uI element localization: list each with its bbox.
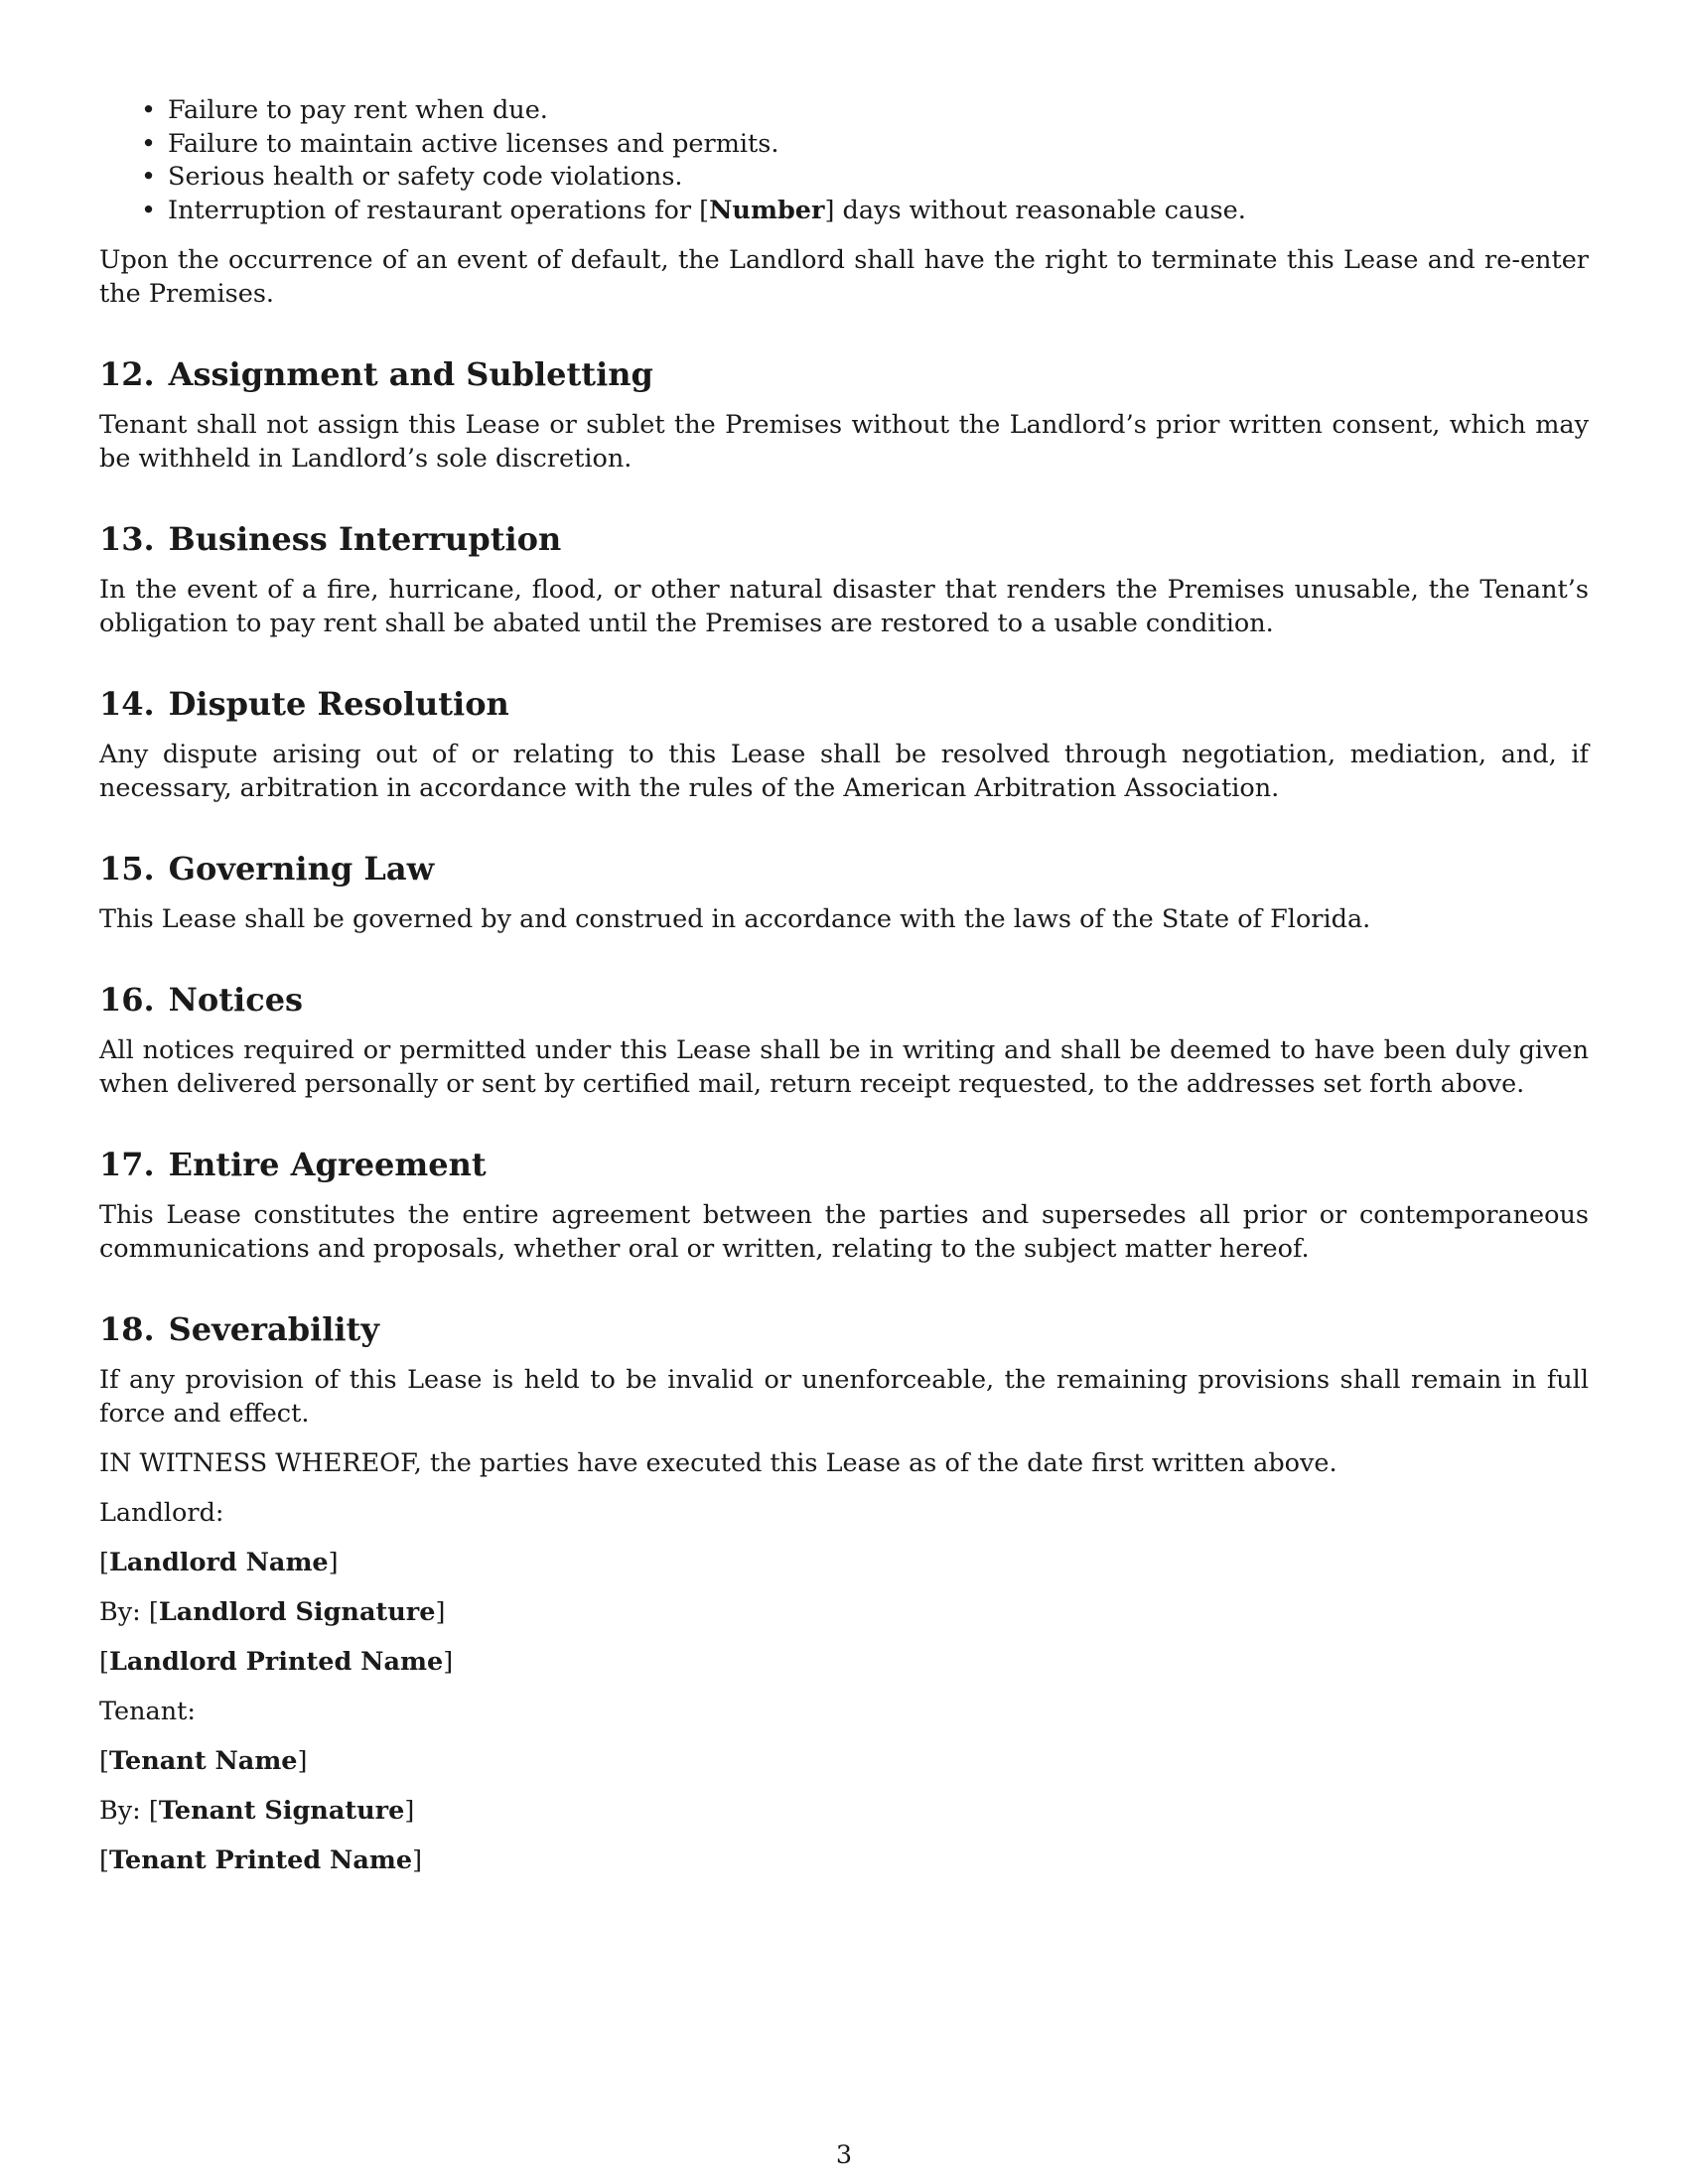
- default-events-list: [99, 94, 1589, 227]
- section-body-17: This Lease constitutes the entire agreement between the parties and supersedes all prior or contemporaneous communications and proposals, whether oral or written, relating to the subject matter hereof.: [99, 1200, 1589, 1264]
- landlord-label: Landlord:: [99, 1498, 224, 1528]
- section-body-15: This Lease shall be governed by and construed in accordance with the laws of the State of Florida.: [99, 904, 1371, 934]
- section-body-16: All notices required or permitted under this Lease shall be in writing and shall be deemed to have been duly given when delivered personally or sent by certified mail, return receipt requested, to the addresses set forth above.: [99, 1035, 1589, 1099]
- landlord-printed-name: [Landlord Printed Name]: [99, 1647, 454, 1677]
- section-heading-16: 16. Notices: [99, 981, 304, 1019]
- list-item: • Serious health or safety code violations.: [168, 161, 1589, 195]
- section-heading-12: 12. Assignment and Subletting: [99, 355, 653, 393]
- page-number: 3: [835, 2140, 853, 2170]
- tenant-signature-line: By: [Tenant Signature]: [99, 1796, 415, 1826]
- list-item: • Failure to maintain active licenses and permits.: [168, 128, 1589, 162]
- witness-statement: IN WITNESS WHEREOF, the parties have executed this Lease as of the date first written above.: [99, 1448, 1337, 1478]
- section-heading-18: 18. Severability: [99, 1310, 379, 1348]
- section-heading-17: 17. Entire Agreement: [99, 1146, 487, 1183]
- tenant-name: [Tenant Name]: [99, 1746, 308, 1776]
- document-page: [99, 94, 1589, 1877]
- section-heading-14: 14. Dispute Resolution: [99, 685, 509, 723]
- tenant-printed-name: [Tenant Printed Name]: [99, 1845, 423, 1875]
- signature-block: [99, 1446, 1589, 1877]
- section-heading-15: 15. Governing Law: [99, 850, 435, 887]
- tenant-label: Tenant:: [99, 1697, 197, 1726]
- section-heading-13: 13. Business Interruption: [99, 520, 562, 558]
- section-body-14: Any dispute arising out of or relating to this Lease shall be resolved through negotiation, mediation, and, if necessary, arbitration in accordance with the rules of the American Arbitration Association.: [99, 740, 1589, 803]
- section-body-18: If any provision of this Lease is held to be invalid or unenforceable, the remaining provisions shall remain in full force and effect.: [99, 1365, 1589, 1429]
- section-body-12: Tenant shall not assign this Lease or sublet the Premises without the Landlord’s prior written consent, which may be withheld in Landlord’s sole discretion.: [99, 410, 1589, 474]
- list-item: • Failure to pay rent when due.: [168, 94, 1589, 128]
- list-item: • Interruption of restaurant operations for [Number] days without reasonable cause.: [168, 195, 1589, 228]
- landlord-name: [Landlord Name]: [99, 1548, 339, 1577]
- default-remedy-paragraph: Upon the occurrence of an event of default, the Landlord shall have the right to terminate this Lease and re-enter the Premises.: [99, 245, 1589, 309]
- section-body-13: In the event of a fire, hurricane, flood, or other natural disaster that renders the Premises unusable, the Tenant’s obligation to pay rent shall be abated until the Premises are restored to a usable condition.: [99, 575, 1589, 638]
- landlord-signature-line: By: [Landlord Signature]: [99, 1597, 446, 1627]
